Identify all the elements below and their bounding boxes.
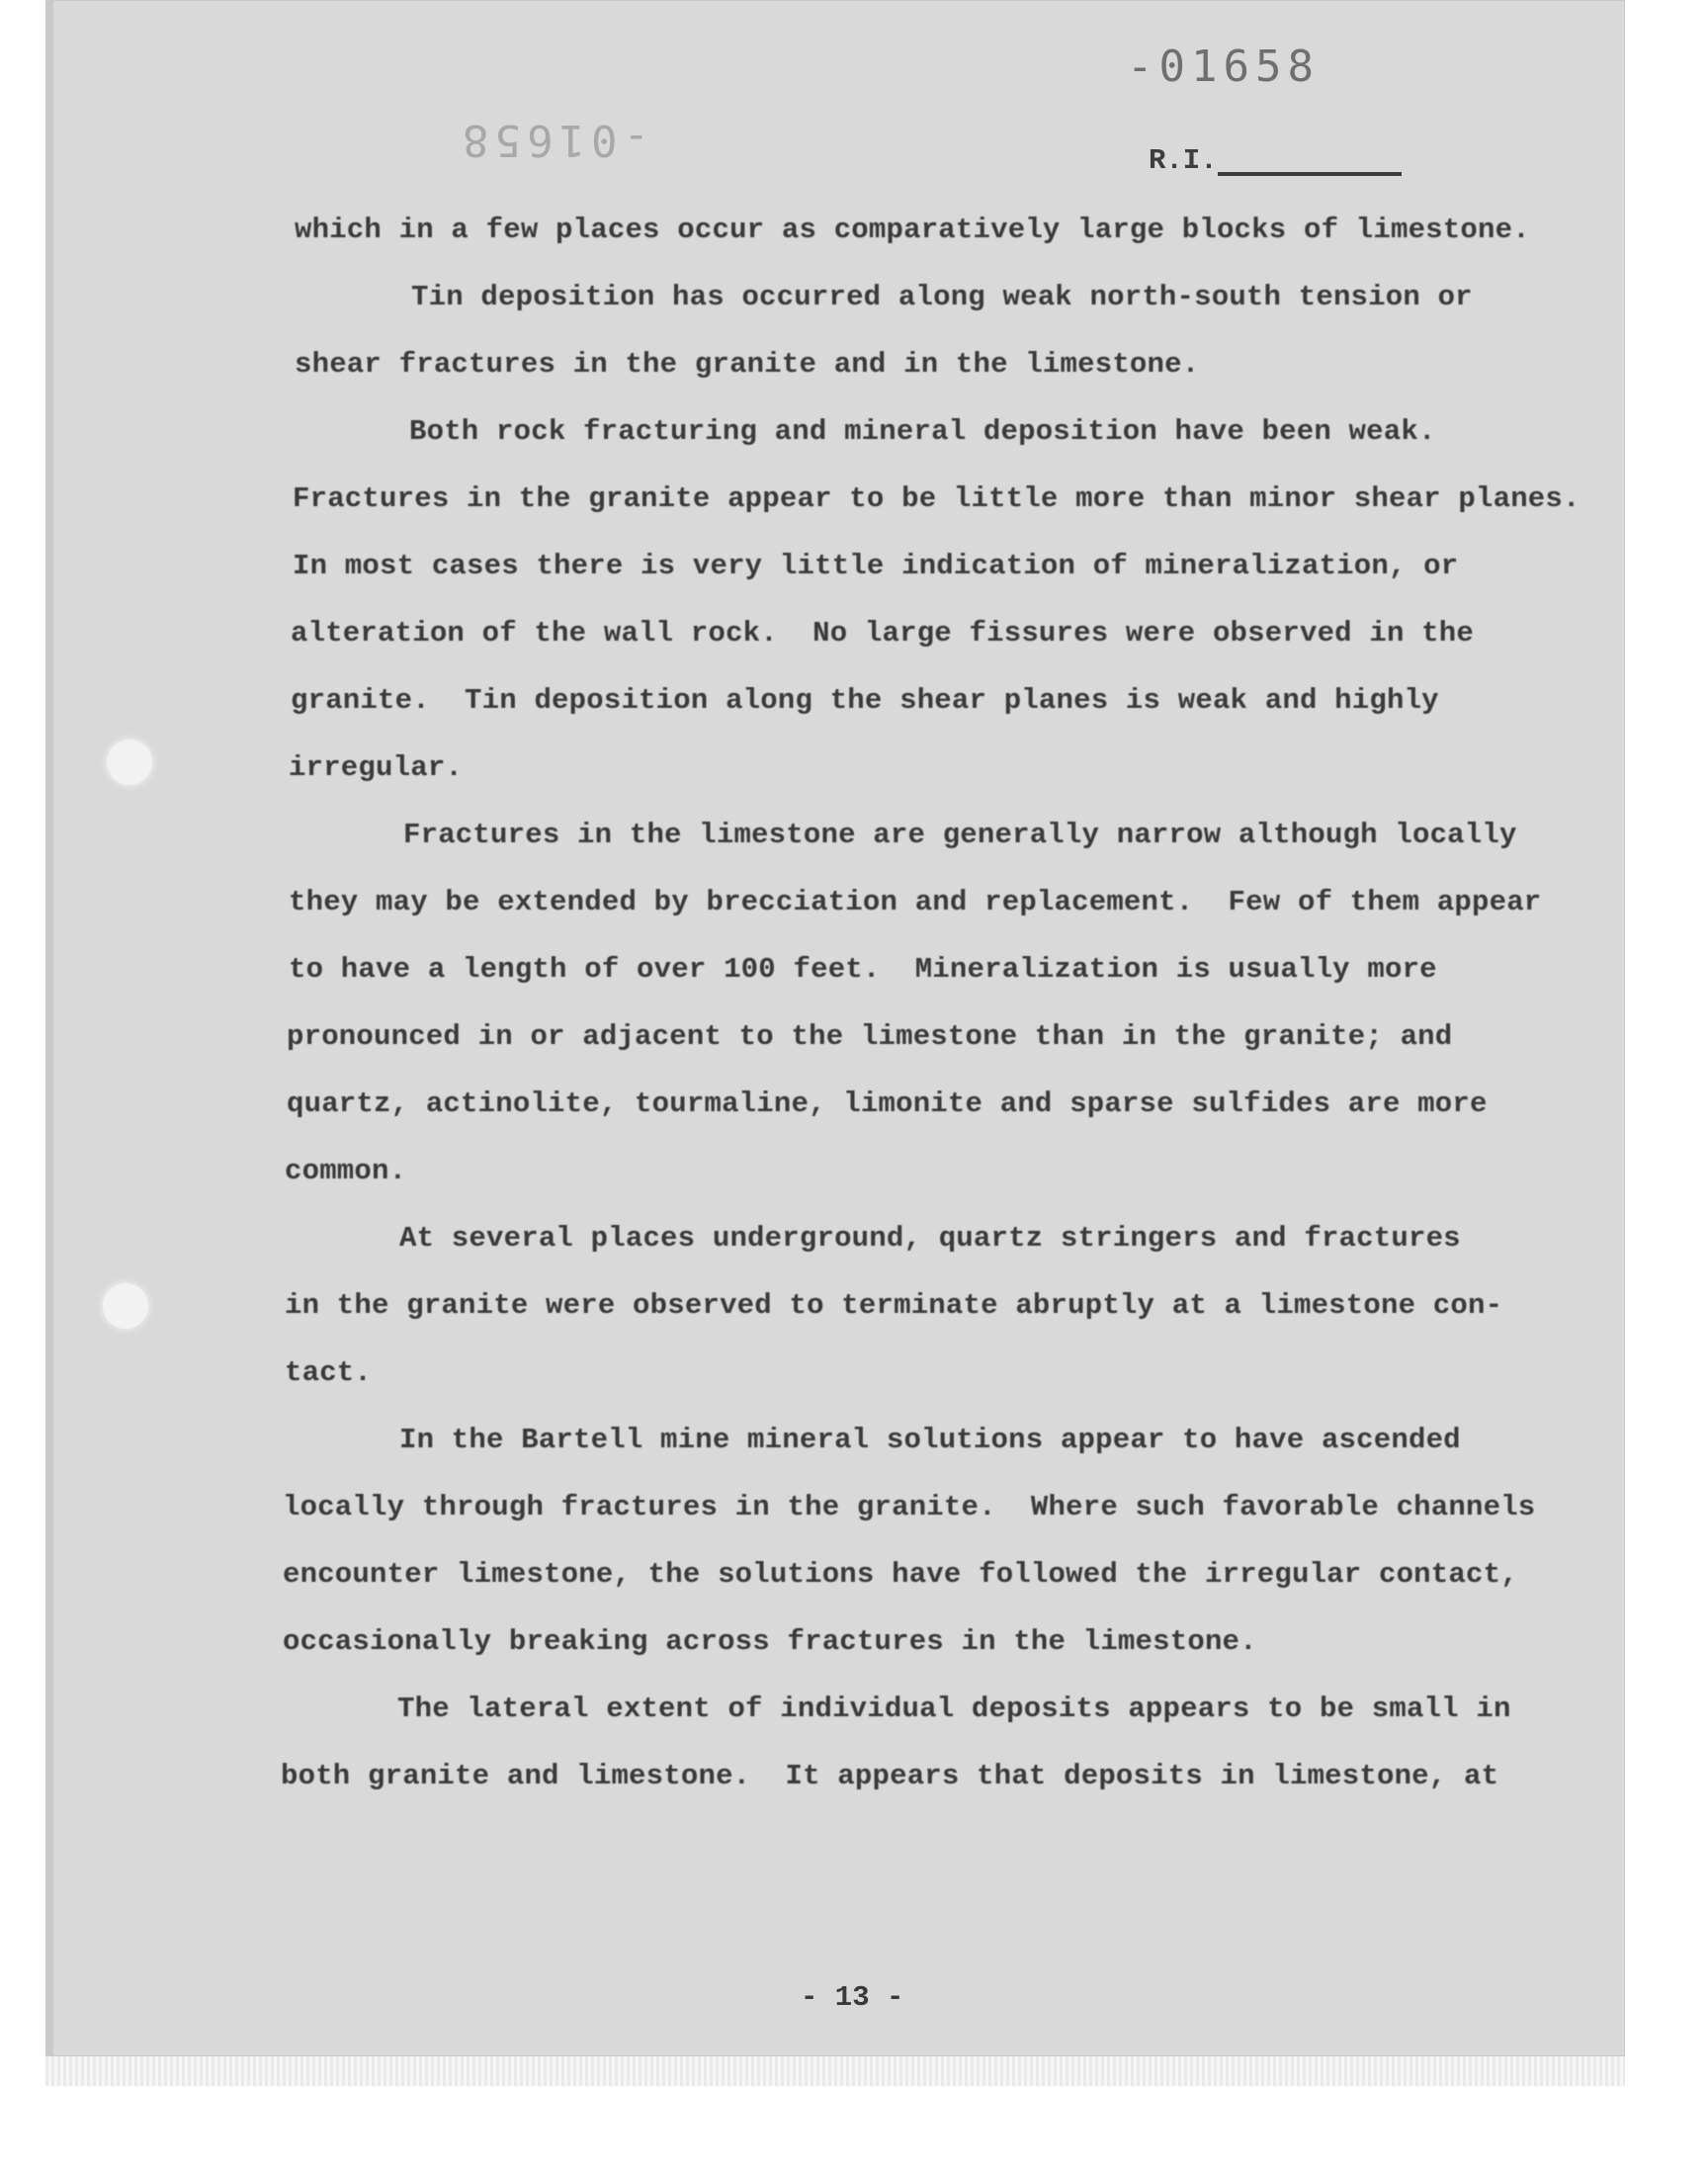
- text-line-11: they may be extended by brecciation and replacement. Few of them appear: [289, 886, 1542, 918]
- sheet-edge: [45, 0, 53, 2056]
- page-number: - 13 -: [801, 1981, 904, 2014]
- ri-label: R.I.: [1149, 144, 1218, 177]
- punch-hole-upper: [107, 740, 152, 785]
- text-line-14: quartz, actinolite, tourmaline, limonite and sparse sulfides are more: [287, 1088, 1488, 1120]
- punch-hole-lower: [103, 1283, 148, 1329]
- text-line-17: in the granite were observed to terminate abruptly at a limestone con-: [285, 1289, 1503, 1322]
- text-line-20: locally through fractures in the granite. Where such favorable channels: [283, 1491, 1536, 1523]
- document-number-stamp: -01658: [1127, 42, 1320, 92]
- text-line-9: irregular.: [289, 751, 464, 784]
- text-line-3: shear fractures in the granite and in the limestone.: [295, 348, 1200, 381]
- text-line-19: In the Bartell mine mineral solutions appear to have ascended: [399, 1424, 1461, 1456]
- text-line-6: In most cases there is very little indication of mineralization, or: [293, 550, 1459, 582]
- text-line-16: At several places underground, quartz stringers and fractures: [399, 1222, 1461, 1255]
- text-line-12: to have a length of over 100 feet. Mineralization is usually more: [289, 953, 1437, 986]
- text-line-4: Both rock fracturing and mineral deposition have been weak.: [409, 415, 1436, 448]
- text-line-15: common.: [285, 1155, 407, 1187]
- ri-blank-line: [1218, 172, 1402, 176]
- text-line-21: encounter limestone, the solutions have followed the irregular contact,: [283, 1558, 1518, 1591]
- scan-edge-strip: [45, 2056, 1625, 2086]
- text-line-22: occasionally breaking across fractures in the limestone.: [283, 1625, 1257, 1658]
- text-line-7: alteration of the wall rock. No large fissures were observed in the: [291, 617, 1474, 650]
- text-line-10: Fractures in the limestone are generally narrow although locally: [403, 819, 1517, 851]
- text-line-23: The lateral extent of individual deposits appears to be small in: [397, 1693, 1511, 1725]
- text-line-1: which in a few places occur as comparatively large blocks of limestone.: [295, 214, 1530, 246]
- text-line-5: Fractures in the granite appear to be little more than minor shear planes.: [293, 482, 1580, 515]
- text-line-18: tact.: [285, 1356, 373, 1389]
- text-line-8: granite. Tin deposition along the shear planes is weak and highly: [291, 684, 1439, 717]
- text-line-2: Tin deposition has occurred along weak north-south tension or: [411, 281, 1473, 313]
- text-line-24: both granite and limestone. It appears that deposits in limestone, at: [281, 1760, 1499, 1792]
- text-line-13: pronounced in or adjacent to the limestone than in the granite; and: [287, 1020, 1453, 1053]
- inverted-number-stamp: -01658: [457, 115, 649, 165]
